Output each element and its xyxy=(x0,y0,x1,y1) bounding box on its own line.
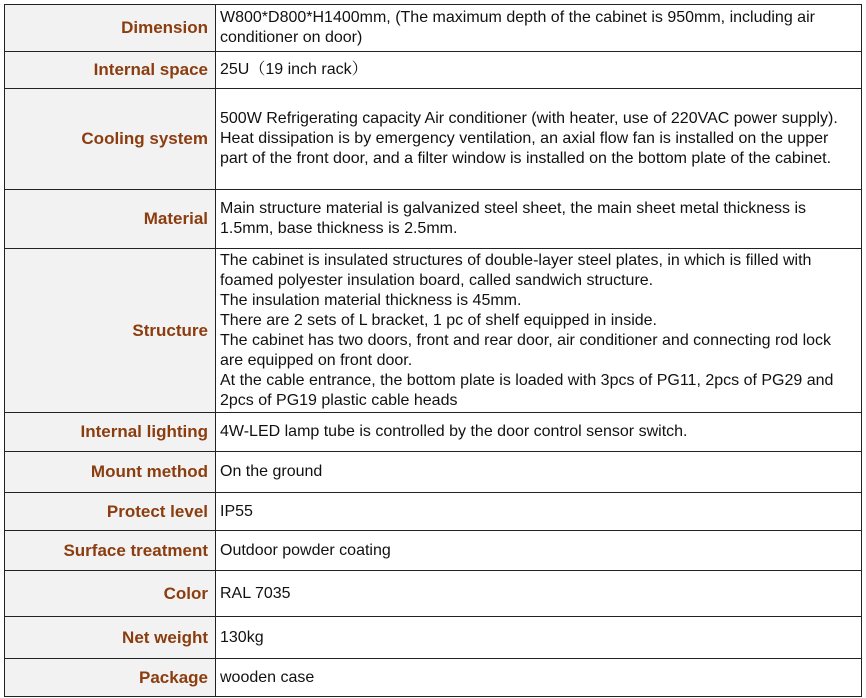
spec-label: Protect level xyxy=(5,493,216,531)
spec-label: Internal space xyxy=(5,52,216,89)
spec-label: Net weight xyxy=(5,617,216,659)
spec-value: IP55 xyxy=(216,493,862,531)
spec-value: Outdoor powder coating xyxy=(216,531,862,571)
spec-value: wooden case xyxy=(216,659,862,697)
spec-label: Surface treatment xyxy=(5,531,216,571)
specification-table xyxy=(4,4,862,697)
spec-value: 500W Refrigerating capacity Air conditioner (with heater, use of 220VAC power supply). Heat dissipation is by emergency ventilation, an axial flow fan is installed on the upper part of the front door, and a filter window is installed on the bottom plate of the cabinet. xyxy=(216,89,862,190)
spec-row-net-weight xyxy=(5,617,862,659)
spec-row-structure xyxy=(5,249,862,413)
spec-row-dimension xyxy=(5,5,862,52)
spec-label: Package xyxy=(5,659,216,697)
spec-value: The cabinet is insulated structures of double-layer steel plates, in which is filled with foamed polyester insulation board, called sandwich structure. The insulation material thickness is 45mm. There are 2 sets of L bracket, 1 pc of shelf equipped in inside. The cabinet has two doors, front and rear door, air conditioner and connecting rod lock are equipped on front door. At the cable entrance, the bottom plate is loaded with 3pcs of PG11, 2pcs of PG29 and 2pcs of PG19 plastic cable heads xyxy=(216,249,862,413)
spec-row-protect-level xyxy=(5,493,862,531)
spec-row-internal-lighting xyxy=(5,413,862,452)
spec-value: On the ground xyxy=(216,452,862,493)
spec-value: Main structure material is galvanized steel sheet, the main sheet metal thickness is 1.5mm, base thickness is 2.5mm. xyxy=(216,190,862,249)
spec-row-cooling-system xyxy=(5,89,862,190)
spec-label: Structure xyxy=(5,249,216,413)
spec-label: Mount method xyxy=(5,452,216,493)
spec-value: 25U（19 inch rack） xyxy=(216,52,862,89)
spec-label: Internal lighting xyxy=(5,413,216,452)
spec-row-mount-method xyxy=(5,452,862,493)
spec-label: Color xyxy=(5,571,216,617)
spec-label: Dimension xyxy=(5,5,216,52)
spec-value: 4W-LED lamp tube is controlled by the door control sensor switch. xyxy=(216,413,862,452)
spec-row-internal-space xyxy=(5,52,862,89)
spec-row-material xyxy=(5,190,862,249)
spec-label: Material xyxy=(5,190,216,249)
spec-row-color xyxy=(5,571,862,617)
spec-row-package xyxy=(5,659,862,697)
spec-value: RAL 7035 xyxy=(216,571,862,617)
spec-value: W800*D800*H1400mm, (The maximum depth of the cabinet is 950mm, including air conditioner on door) xyxy=(216,5,862,52)
spec-value: 130kg xyxy=(216,617,862,659)
spec-row-surface-treatment xyxy=(5,531,862,571)
spec-label: Cooling system xyxy=(5,89,216,190)
